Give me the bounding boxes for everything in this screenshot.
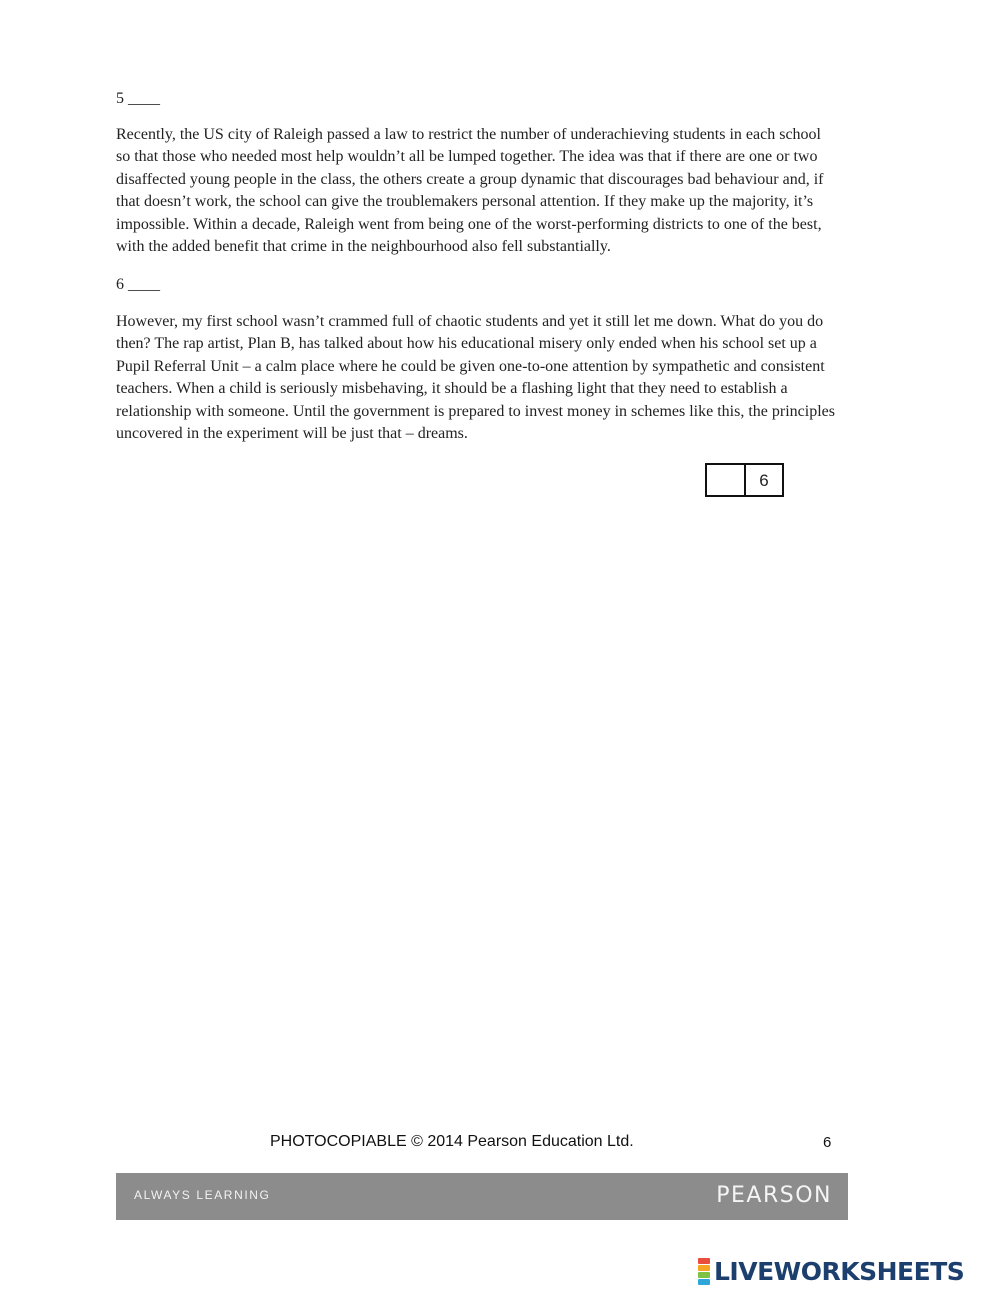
- score-total: 6: [759, 471, 769, 490]
- paragraph-line: then? The rap artist, Plan B, has talked about how his educational misery only ended when his school set up a: [116, 335, 817, 353]
- paragraph-line: Recently, the US city of Raleigh passed a law to restrict the number of underachieving students in each school: [116, 126, 821, 143]
- paragraph-line: that doesn’t work, the school can give the troublemakers personal attention. If they make up the majority, it’s: [116, 193, 814, 211]
- badge-block: [698, 1265, 710, 1271]
- paragraph-line: disaffected young people in the class, the others create a group dynamic that discourages bad behaviour and, if: [116, 170, 824, 188]
- pearson-brand-bar: [116, 1173, 848, 1220]
- paragraph-line: with the added benefit that crime in the neighbourhood also fell substantially.: [116, 237, 611, 255]
- live-badge-icon: [698, 1258, 710, 1285]
- brand-tagline: ALWAYS LEARNING: [134, 1188, 271, 1202]
- paragraph-line: However, my first school wasn’t crammed full of chaotic students and yet it still let me down. What do you do: [116, 313, 824, 330]
- score-box: [705, 463, 784, 497]
- pearson-logo: PEARSON: [716, 1183, 832, 1208]
- paragraph-line: uncovered in the experiment will be just that – dreams.: [116, 424, 468, 442]
- liveworksheets-logo: [698, 1257, 964, 1285]
- badge-block: [698, 1279, 710, 1285]
- liveworksheets-wordmark: LIVEWORKSHEETS: [714, 1256, 965, 1286]
- paragraph-line: teachers. When a child is seriously misbehaving, it should be a flashing light that they need to establish a: [116, 380, 788, 398]
- paragraph-line: relationship with someone. Until the government is prepared to invest money in schemes like this, the principles: [116, 402, 835, 420]
- question-6-label: 6 ____: [116, 276, 160, 293]
- score-input-cell[interactable]: [707, 465, 746, 495]
- question-5-label: 5 ____: [116, 90, 160, 107]
- paragraph-line: Pupil Referral Unit – a calm place where he could be given one-to-one attention by sympathetic and consistent: [116, 357, 825, 375]
- question-5-paragraph: [116, 124, 878, 258]
- question-6-paragraph: [116, 311, 878, 445]
- badge-block: [698, 1272, 710, 1278]
- footer-copyright: PHOTOCOPIABLE © 2014 Pearson Education Ltd.: [270, 1133, 634, 1150]
- footer-page-number: 6: [823, 1134, 832, 1151]
- badge-block: [698, 1258, 710, 1264]
- paragraph-line: so that those who needed most help wouldn’t all be lumped together. The idea was that if there are one or two: [116, 148, 818, 166]
- paragraph-line: impossible. Within a decade, Raleigh went from being one of the worst-performing districts to one of the best,: [116, 215, 822, 233]
